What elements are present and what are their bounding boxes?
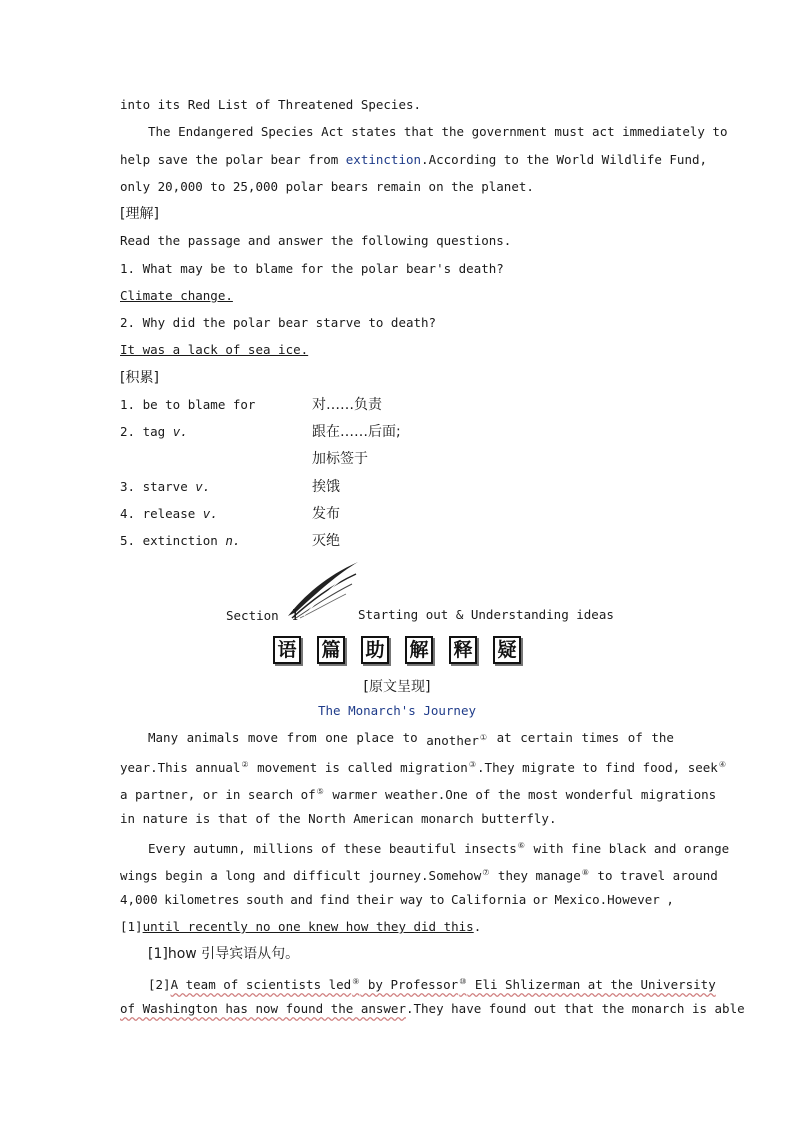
text-span: with fine black and orange <box>525 841 730 856</box>
word: kilometres <box>164 892 240 907</box>
word: certain <box>520 730 573 745</box>
banner-char: 疑 <box>493 636 521 664</box>
text-span: warmer weather.One of the most wonderful migrations <box>324 787 717 802</box>
word: or <box>532 892 548 907</box>
banner-char: 解 <box>405 636 433 664</box>
section-title: Starting out & Understanding ideas <box>358 607 614 622</box>
note-marker: ⑨ <box>352 977 360 986</box>
understanding-heading: [理解] <box>120 206 159 222</box>
vocab-meaning: 灭绝 <box>312 533 340 549</box>
word: from <box>286 730 317 745</box>
banner-char: 助 <box>361 636 389 664</box>
vocab-word: 2. tag <box>120 424 173 439</box>
text-span: help save the polar bear from <box>120 152 346 167</box>
word: and <box>290 892 313 907</box>
text-span: movement is called migration <box>249 760 468 775</box>
part-of-speech: v. <box>172 424 188 439</box>
banner-char: 语 <box>273 636 301 664</box>
vocab-meaning: 挨饿 <box>312 479 340 495</box>
word: times <box>581 730 620 745</box>
section-label <box>226 607 298 624</box>
word: the <box>651 730 674 745</box>
vocab-term <box>120 397 255 413</box>
keyword-extinction: extinction <box>345 152 422 167</box>
word: California <box>451 892 527 907</box>
vocab-word: 5. extinction <box>120 533 226 548</box>
part-of-speech: v. <box>195 479 211 494</box>
text-span: wings begin a long and difficult journey.Somehow <box>120 868 482 883</box>
underlined-sentence: until recently no one knew how they did this <box>142 919 474 934</box>
article-line <box>120 919 481 935</box>
section-banner <box>0 636 794 664</box>
text-span: Every autumn, millions of these beautiful insects <box>148 841 517 856</box>
instruction: Read the passage and answer the following questions. <box>120 233 512 248</box>
vocab-meaning: 对……负责 <box>312 397 382 413</box>
note-marker: ③ <box>468 760 477 769</box>
text-span: .They have found out that the monarch is able <box>405 1001 745 1016</box>
word: find <box>319 892 350 907</box>
vocab-meaning: 发布 <box>312 506 340 522</box>
article-line <box>148 838 729 857</box>
article-line <box>148 974 716 993</box>
note-marker: ⑦ <box>482 868 490 877</box>
article-line <box>148 730 674 749</box>
note-marker: ④ <box>718 760 727 769</box>
word: their <box>356 892 394 907</box>
section-numeral: Ⅰ <box>292 606 299 624</box>
part-of-speech: v. <box>202 506 218 521</box>
vocab-term <box>120 479 210 495</box>
original-text-label: [原文呈现] <box>363 679 431 695</box>
section-word: Section <box>226 608 279 623</box>
text-span: Eli Shlizerman at the University <box>467 977 716 992</box>
text-line: only 20,000 to 25,000 polar bears remain on the planet. <box>120 179 534 194</box>
vocab-term <box>120 533 240 549</box>
word <box>426 730 488 749</box>
text-span: .According to the World Wildlife Fund, <box>421 152 708 167</box>
answer-2: It was a lack of sea ice. <box>120 342 309 357</box>
article-line: in nature is that of the North American monarch butterfly. <box>120 811 557 826</box>
text-span: they manage <box>490 868 581 883</box>
article-line <box>120 865 718 884</box>
note-marker: ⑧ <box>581 868 589 877</box>
word: Many <box>148 730 179 745</box>
note-marker: ⑩ <box>459 977 467 986</box>
article-line <box>120 1001 745 1017</box>
word: move <box>247 730 279 745</box>
question-2: 2. Why did the polar bear starve to death? <box>120 315 437 330</box>
text-line: into its Red List of Threatened Species. <box>120 97 422 112</box>
text-line <box>120 152 707 168</box>
text-span: year.This annual <box>120 760 241 775</box>
article-line <box>120 784 716 803</box>
text-span: .They migrate to find food, seek <box>477 760 718 775</box>
banner-char: 释 <box>449 636 477 664</box>
text-span: A team of scientists led <box>170 977 352 992</box>
text-line: The Endangered Species Act states that the government must act immediately to <box>148 124 728 139</box>
accumulation-heading: [积累] <box>120 370 159 386</box>
answer-1: Climate change. <box>120 288 233 303</box>
word: south <box>246 892 284 907</box>
word: , <box>666 892 674 907</box>
word: animals <box>186 730 240 745</box>
wavy-underlined-text <box>171 977 716 992</box>
text-span: by Professor <box>360 977 459 992</box>
word: of <box>627 730 643 745</box>
article-title: The Monarch's Journey <box>317 703 477 718</box>
word: 4,000 <box>120 892 158 907</box>
text-span: to travel around <box>589 868 718 883</box>
banner-char: 篇 <box>317 636 345 664</box>
text-span: a partner, or in search of <box>120 787 316 802</box>
article-line <box>120 892 674 908</box>
sentence-marker: [1] <box>120 919 143 934</box>
note-marker: ⑤ <box>316 787 324 796</box>
word: Mexico.However <box>554 892 660 907</box>
vocab-word: 4. release <box>120 506 203 521</box>
word: place <box>356 730 395 745</box>
word: way <box>400 892 423 907</box>
vocab-term <box>120 424 188 440</box>
wavy-underlined-text: of Washington has now found the answer <box>120 1001 406 1016</box>
question-1: 1. What may be to blame for the polar bear's death? <box>120 261 504 276</box>
text-span: . <box>473 919 482 934</box>
sentence-marker: [2] <box>148 977 171 992</box>
word: to <box>429 892 445 907</box>
vocab-term <box>120 506 218 522</box>
note-marker: ① <box>479 733 488 742</box>
word: to <box>402 730 418 745</box>
vocab-word: 1. be to blame for <box>120 397 256 412</box>
vocab-meaning: 跟在……后面; <box>312 424 401 440</box>
vocab-word: 3. starve <box>120 479 196 494</box>
part-of-speech: n. <box>225 533 241 548</box>
word: one <box>325 730 348 745</box>
note-marker: ② <box>241 760 249 769</box>
word-text: another <box>426 733 479 748</box>
article-line <box>120 757 727 776</box>
grammar-note: [1]how 引导宾语从句。 <box>148 946 300 962</box>
word: at <box>496 730 512 745</box>
vocab-meaning: 加标签于 <box>312 451 368 467</box>
note-marker: ⑥ <box>517 841 525 850</box>
